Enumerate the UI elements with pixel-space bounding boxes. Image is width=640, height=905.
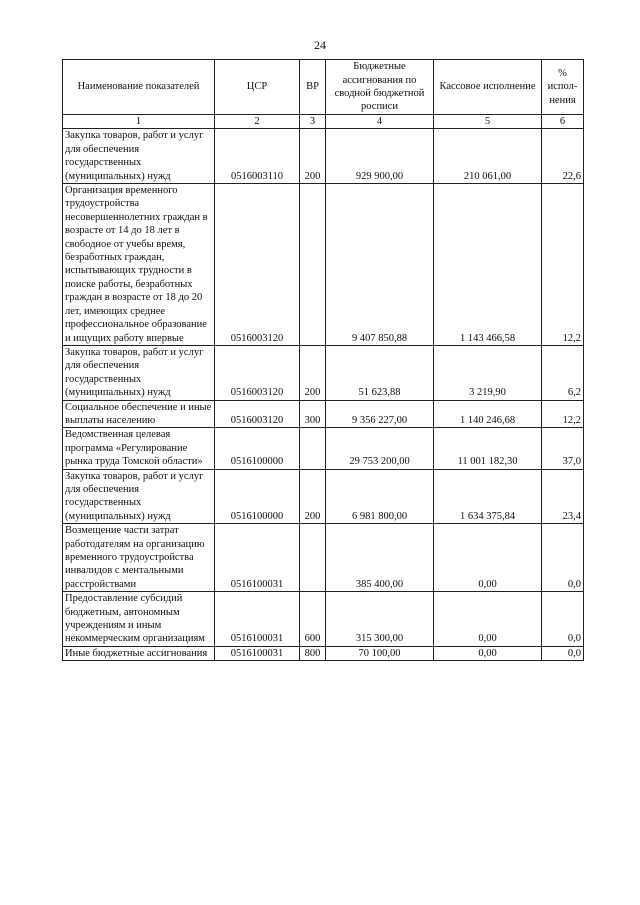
table-header-row [63,60,584,115]
row-name: Организация временного трудоустройства несовершеннолетних граждан в возрасте от 14 до 18 лет в свободное от учебы время, безработных граждан, испытывающих трудности в поиске работы, безработных граждан в возрасте от 18 до 20 лет, имеющих среднее профессиональное образование и ищущих работу впервые [63,184,215,346]
column-number: 2 [215,115,300,129]
row-vr: 200 [300,129,326,184]
row-percent: 12,2 [542,184,584,346]
row-name: Ведомственная целевая программа «Регулирование рынка труда Томской области» [63,428,215,469]
row-csr: 0516100031 [215,592,300,647]
row-name: Иные бюджетные ассигнования [63,646,215,660]
table-row [63,524,584,592]
table-row [63,129,584,184]
table-row [63,469,584,524]
row-execution: 0,00 [434,646,542,660]
column-number-row [63,115,584,129]
row-allocation: 929 900,00 [326,129,434,184]
row-allocation: 6 981 800,00 [326,469,434,524]
row-vr: 200 [300,345,326,400]
row-vr: 200 [300,469,326,524]
row-execution: 1 143 466,58 [434,184,542,346]
header-execution: Кассовое исполнение [434,60,542,115]
row-execution: 210 061,00 [434,129,542,184]
row-vr: 300 [300,400,326,428]
row-name: Закупка товаров, работ и услуг для обеспечения государственных (муниципальных) нужд [63,129,215,184]
row-csr: 0516100031 [215,524,300,592]
table-row [63,428,584,469]
row-percent: 12,2 [542,400,584,428]
row-csr: 0516003120 [215,400,300,428]
column-number: 1 [63,115,215,129]
header-allocation: Бюджетные ассигнования по сводной бюджетной росписи [326,60,434,115]
row-name: Предоставление субсидий бюджетным, автономным учреждениям и иным некоммерческим организациям [63,592,215,647]
column-number: 4 [326,115,434,129]
row-execution: 1 140 246,68 [434,400,542,428]
row-csr: 0516003120 [215,184,300,346]
row-execution: 0,00 [434,592,542,647]
row-allocation: 9 407 850,88 [326,184,434,346]
table-row [63,592,584,647]
row-allocation: 315 300,00 [326,592,434,647]
row-name: Социальное обеспечение и иные выплаты населению [63,400,215,428]
header-csr: ЦСР [215,60,300,115]
row-percent: 0,0 [542,524,584,592]
row-percent: 0,0 [542,646,584,660]
table-row [63,646,584,660]
row-allocation: 385 400,00 [326,524,434,592]
column-number: 3 [300,115,326,129]
row-allocation: 9 356 227,00 [326,400,434,428]
row-allocation: 70 100,00 [326,646,434,660]
row-csr: 0516100000 [215,469,300,524]
row-execution: 3 219,90 [434,345,542,400]
header-percent: % испол-нения [542,60,584,115]
row-vr [300,184,326,346]
row-csr: 0516003120 [215,345,300,400]
header-vr: ВР [300,60,326,115]
row-csr: 0516100000 [215,428,300,469]
row-csr: 0516100031 [215,646,300,660]
row-execution: 11 001 182,30 [434,428,542,469]
row-execution: 0,00 [434,524,542,592]
header-indicator-name: Наименование показателей [63,60,215,115]
row-execution: 1 634 375,84 [434,469,542,524]
table-row [63,345,584,400]
row-vr: 800 [300,646,326,660]
table-row [63,184,584,346]
row-vr [300,524,326,592]
row-percent: 23,4 [542,469,584,524]
column-number: 5 [434,115,542,129]
row-vr: 600 [300,592,326,647]
row-name: Закупка товаров, работ и услуг для обеспечения государственных (муниципальных) нужд [63,469,215,524]
page-number: 24 [314,38,326,52]
row-csr: 0516003110 [215,129,300,184]
table-row [63,400,584,428]
row-percent: 22,6 [542,129,584,184]
budget-execution-table [62,59,584,661]
column-number: 6 [542,115,584,129]
row-name: Возмещение части затрат работодателям на организацию временного трудоустройства инвалидов с ментальными расстройствами [63,524,215,592]
row-allocation: 29 753 200,00 [326,428,434,469]
row-percent: 0,0 [542,592,584,647]
table-body [63,129,584,661]
row-vr [300,428,326,469]
row-percent: 6,2 [542,345,584,400]
row-allocation: 51 623,88 [326,345,434,400]
row-percent: 37,0 [542,428,584,469]
row-name: Закупка товаров, работ и услуг для обеспечения государственных (муниципальных) нужд [63,345,215,400]
